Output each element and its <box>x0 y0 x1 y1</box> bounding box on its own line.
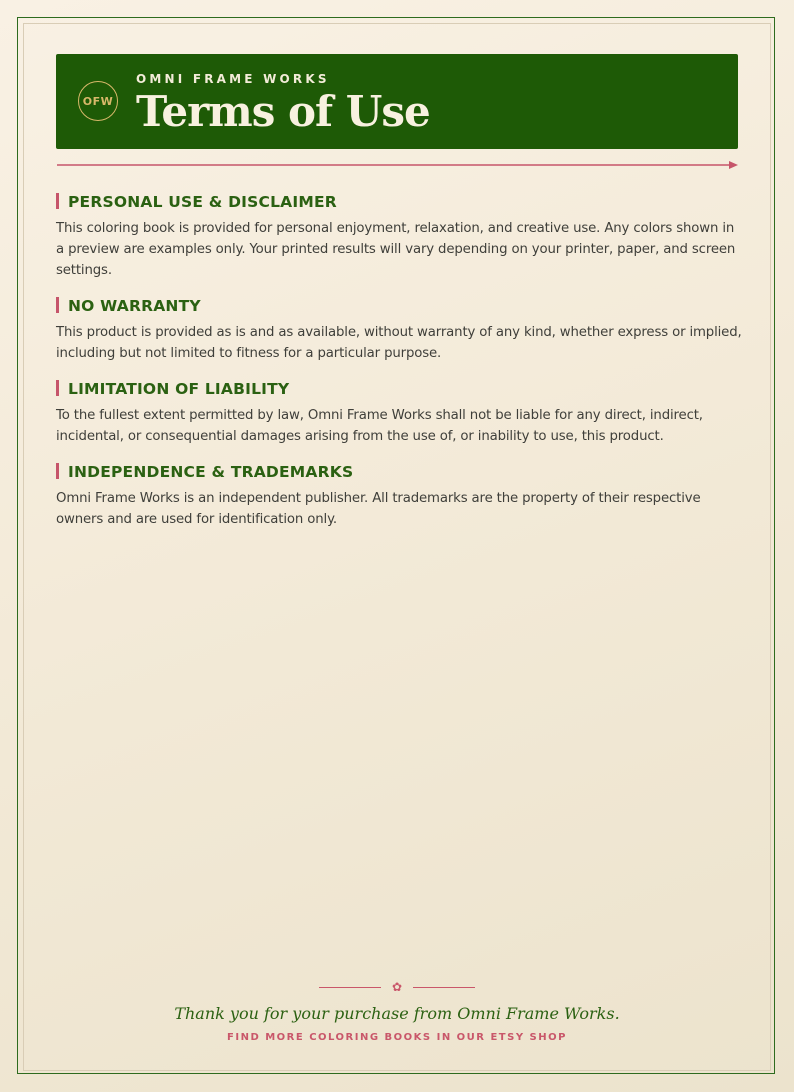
section-heading: LIMITATION OF LIABILITY <box>56 379 742 399</box>
flower-icon: ✿ <box>391 980 403 994</box>
section-body: This coloring book is provided for personal enjoyment, relaxation, and creative use. Any colors shown in a preview are examples only. Your printed results will vary depending on your printer, paper, and screen settings. <box>56 221 736 278</box>
footer-line-left <box>319 987 381 988</box>
section-independence-trademarks <box>56 462 742 530</box>
footer-ornament <box>0 980 794 996</box>
header-banner <box>56 54 738 149</box>
section-heading: NO WARRANTY <box>56 296 742 316</box>
page-title: Terms of Use <box>136 87 430 136</box>
section-limitation-of-liability <box>56 379 742 447</box>
page-inner-border <box>23 23 771 1071</box>
brand-name: OMNI FRAME WORKS <box>136 72 330 86</box>
section-no-warranty <box>56 296 742 364</box>
section-body: To the fullest extent permitted by law, Omni Frame Works shall not be liable for any direct, indirect, incidental, or consequential damages arising from the use of, or inability to use, this product. <box>56 408 703 444</box>
section-heading: PERSONAL USE & DISCLAIMER <box>56 192 742 212</box>
arrow-divider <box>57 159 738 171</box>
section-body: Omni Frame Works is an independent publisher. All trademarks are the property of their respective owners and are used for identification only. <box>56 491 701 527</box>
brand-logo <box>78 81 118 121</box>
section-personal-use <box>56 192 742 281</box>
footer-line-right <box>413 987 475 988</box>
arrow-head-icon <box>729 161 738 169</box>
section-heading: INDEPENDENCE & TRADEMARKS <box>56 462 742 482</box>
thank-you-message: Thank you for your purchase from Omni Frame Works. <box>174 1004 620 1023</box>
etsy-shop-link[interactable]: FIND MORE COLORING BOOKS IN OUR ETSY SHOP <box>227 1032 567 1043</box>
section-body: This product is provided as is and as available, without warranty of any kind, whether express or implied, including but not limited to fitness for a particular purpose. <box>56 325 742 361</box>
logo-monogram: OFW <box>82 94 114 108</box>
